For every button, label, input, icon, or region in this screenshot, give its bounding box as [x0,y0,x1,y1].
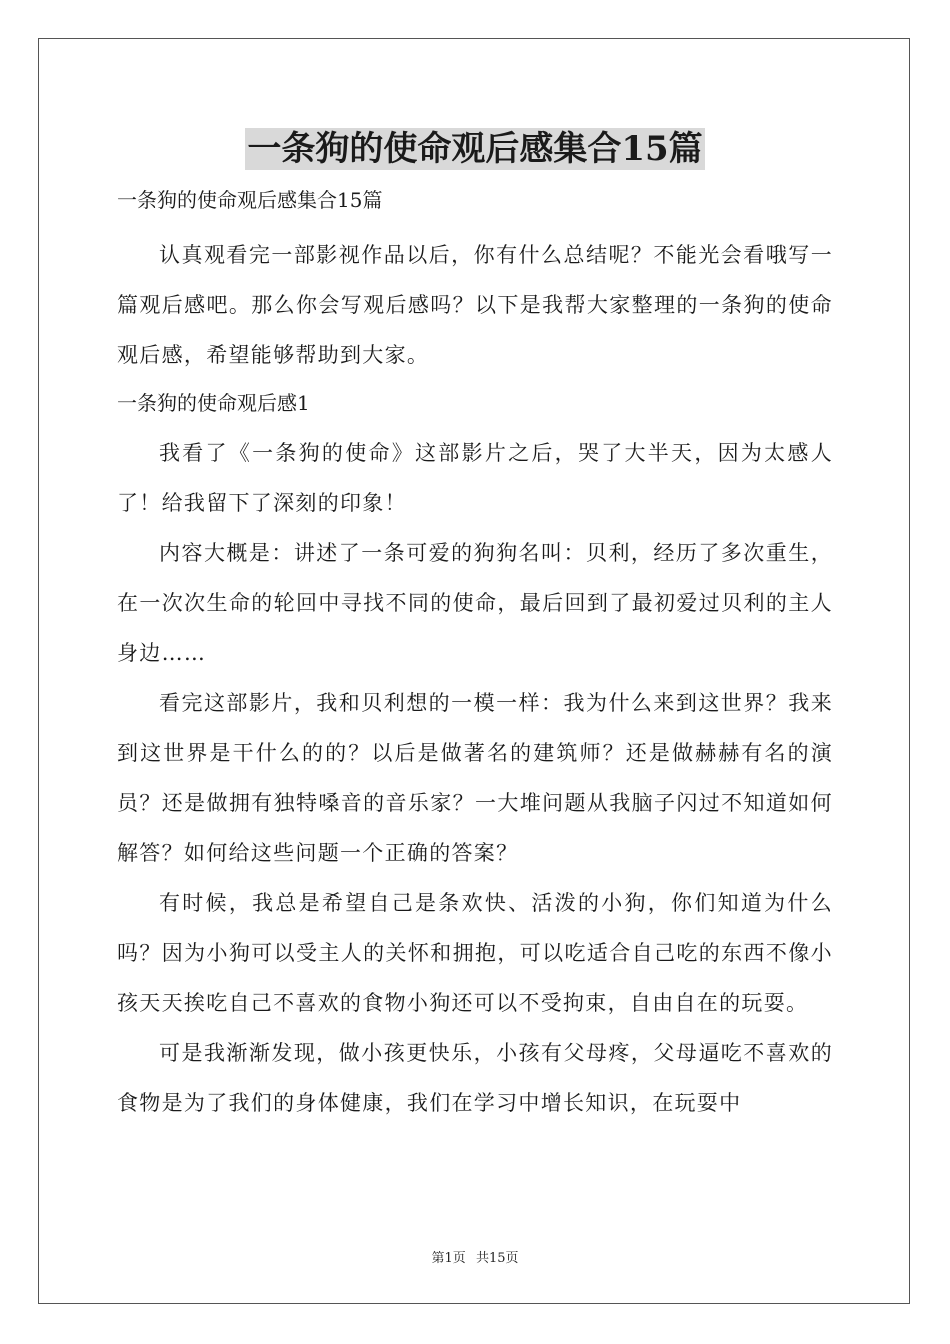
page-footer [0,1247,950,1266]
section-heading: 一条狗的使命观后感1 [117,391,310,415]
body-paragraph: 看完这部影片，我和贝利想的一模一样：我为什么来到这世界？我来到这世界是干什么的的？以后是做著名的建筑师？还是做赫赫有名的演员？还是做拥有独特嗓音的音乐家？一大堆问题从我脑子闪过不知道如何解答？如何给这些问题一个正确的答案？ [117,691,833,865]
intro-paragraph: 认真观看完一部影视作品以后，你有什么总结呢？不能光会看哦写一篇观后感吧。那么你会写观后感吗？以下是我帮大家整理的一条狗的使命观后感，希望能够帮助到大家。 [117,243,833,367]
body-paragraph: 可是我渐渐发现，做小孩更快乐，小孩有父母疼，父母逼吃不喜欢的食物是为了我们的身体健康，我们在学习中增长知识，在玩耍中 [117,1041,833,1115]
document-body [117,180,833,1128]
title-container [0,128,950,170]
page-number: 第1页 [431,1251,466,1266]
body-paragraph: 有时候，我总是希望自己是条欢快、活泼的小狗，你们知道为什么吗？因为小狗可以受主人的关怀和拥抱，可以吃适合自己吃的东西不像小孩天天挨吃自己不喜欢的食物小狗还可以不受拘束，自由自在的玩耍。 [117,891,833,1015]
document-subtitle: 一条狗的使命观后感集合15篇 [117,188,383,212]
page-total: 共15页 [475,1251,519,1266]
body-paragraph: 内容大概是：讲述了一条可爱的狗狗名叫：贝利，经历了多次重生，在一次次生命的轮回中寻找不同的使命，最后回到了最初爱过贝利的主人身边…… [117,541,833,665]
body-paragraph: 我看了《一条狗的使命》这部影片之后，哭了大半天，因为太感人了！给我留下了深刻的印象！ [117,441,833,515]
document-title: 一条狗的使命观后感集合15篇 [247,129,703,169]
